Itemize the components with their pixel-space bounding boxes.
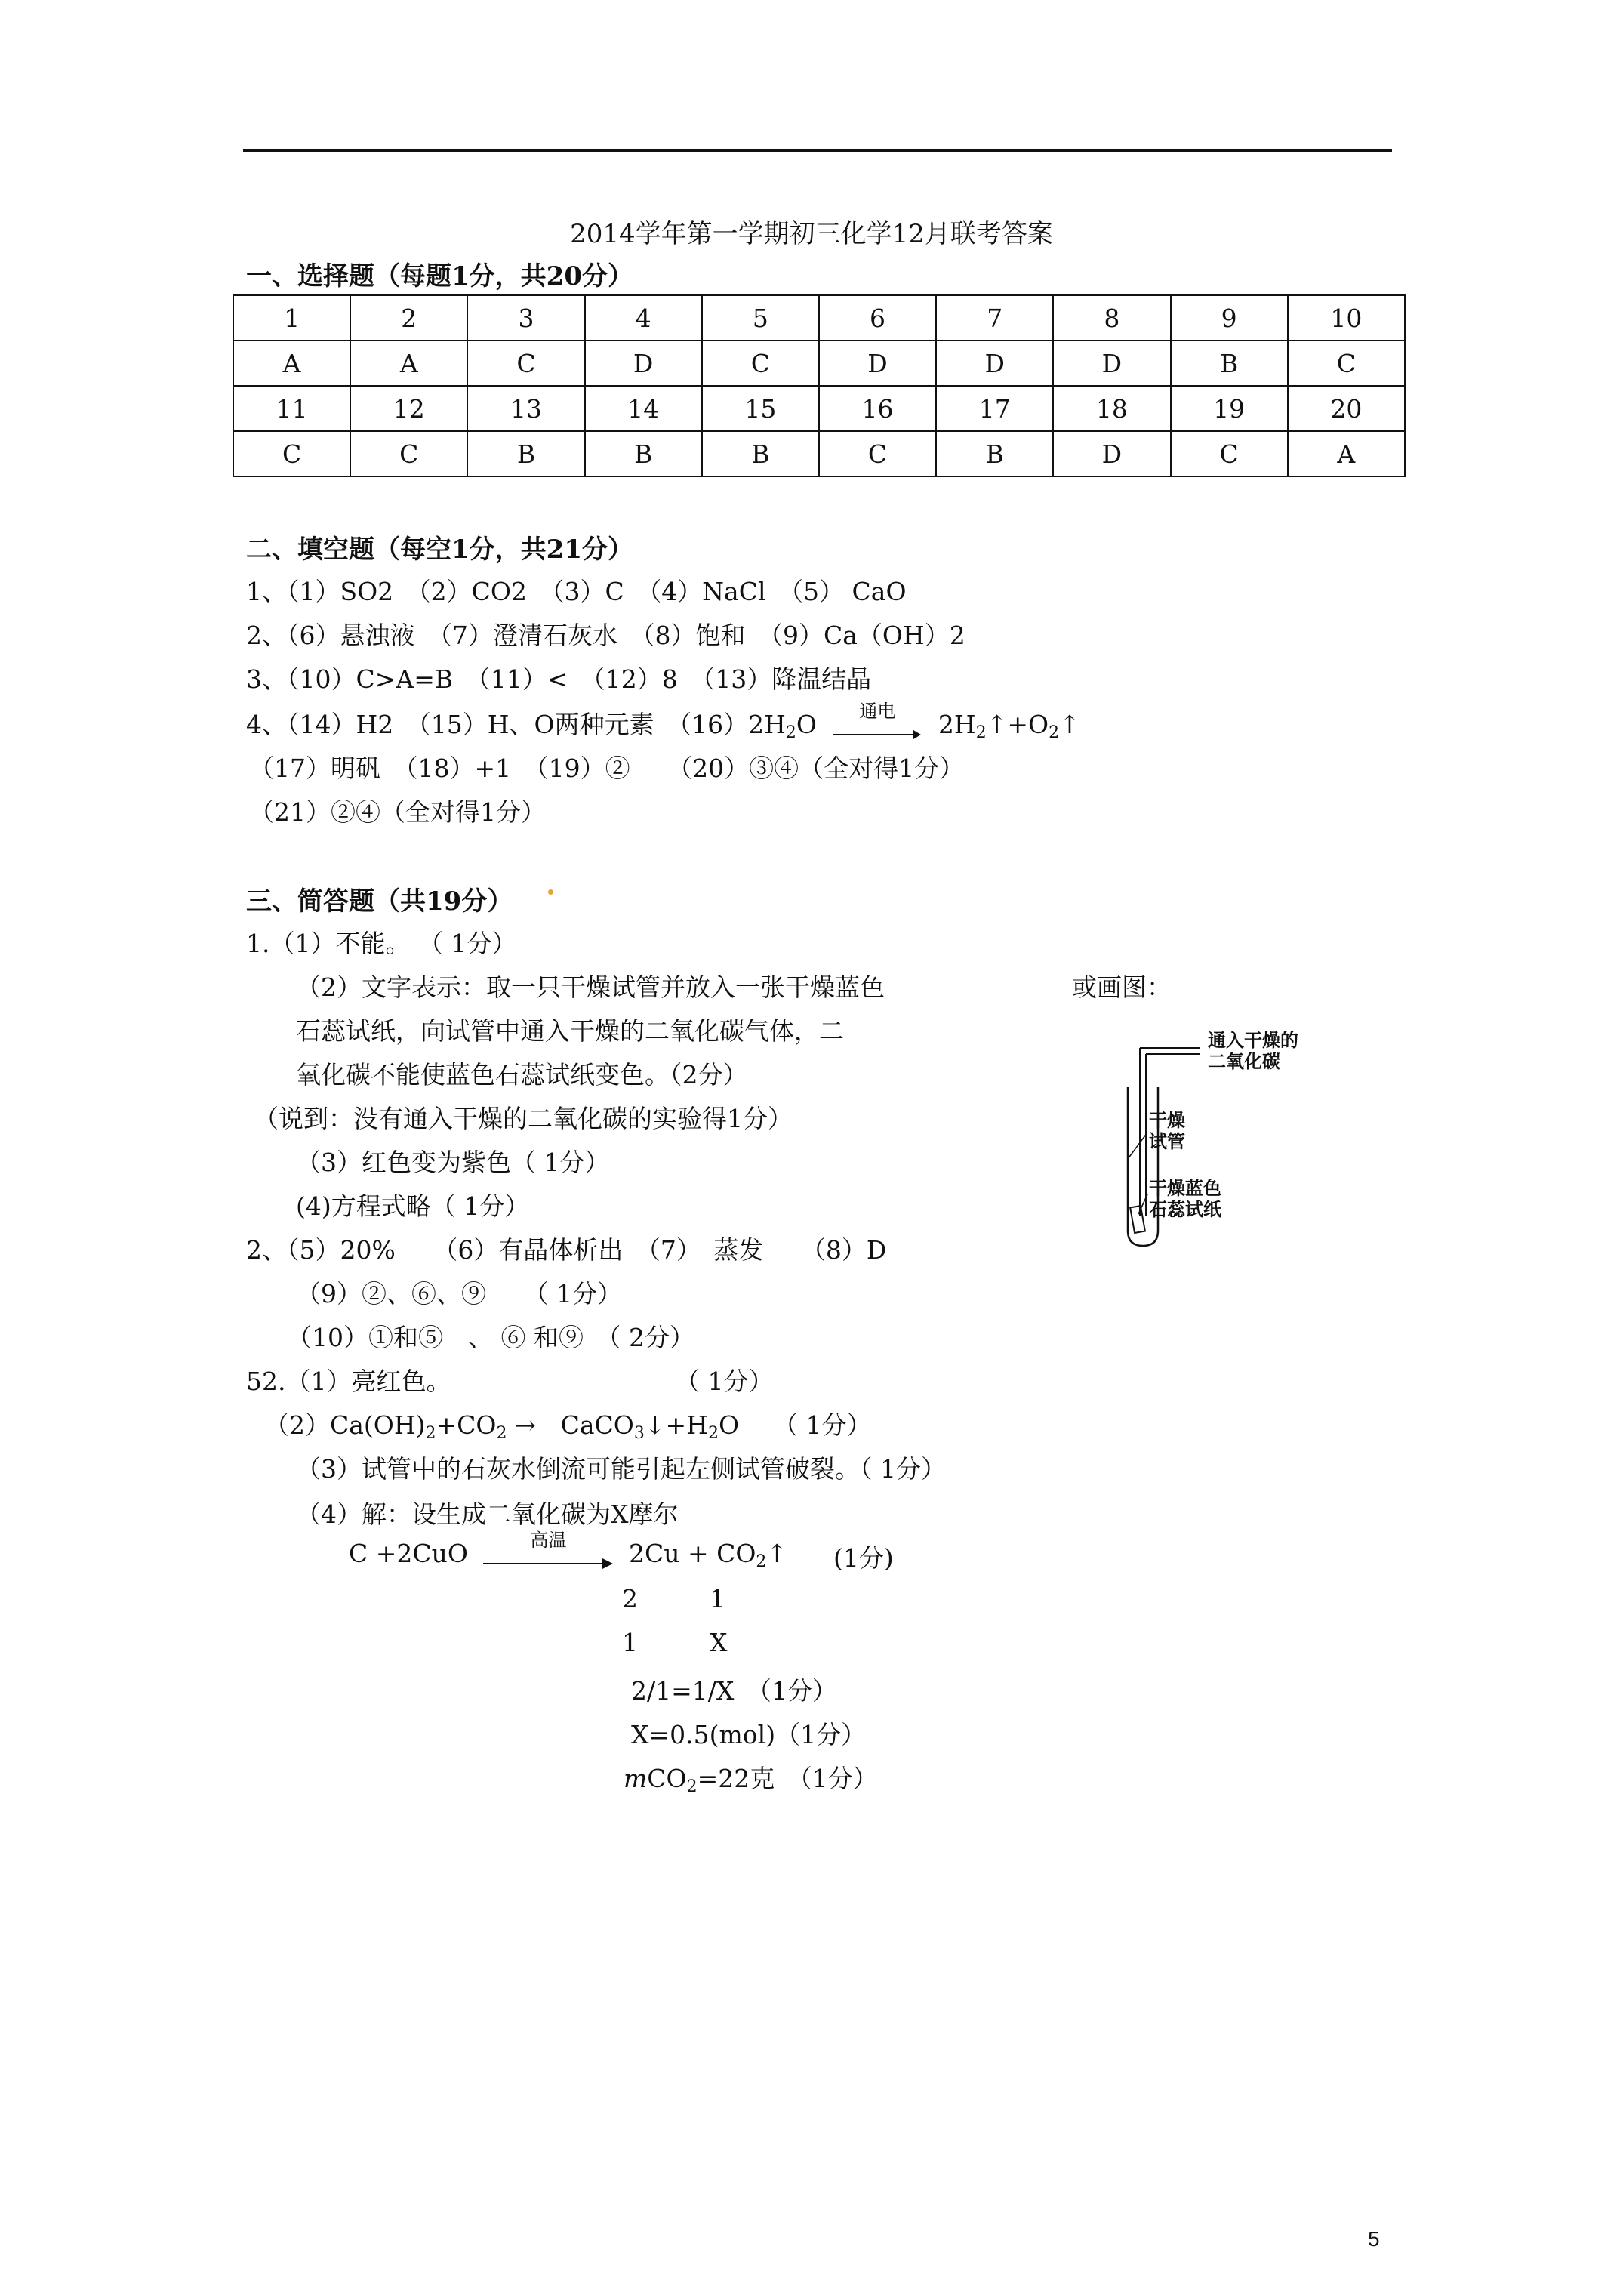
short-line-a5: （说到：没有通入干燥的二氧化碳的实验得1分） (254, 1104, 793, 1133)
short-line-c1-score: （ 1分） (675, 1367, 774, 1396)
short-line-a7: (4)方程式略（ 1分） (296, 1191, 530, 1221)
table-cell: 3 (467, 295, 584, 341)
table-cell: 8 (1053, 295, 1170, 341)
label-paper-1: 干燥蓝色 (1149, 1178, 1221, 1199)
equation-text: =22克 （1分） (697, 1764, 878, 1793)
table-cell: 16 (819, 386, 936, 431)
fill-line-5: （17）明矾 （18）+1 （19）② （20）③④（全对得1分） (249, 754, 965, 783)
section-short-heading: 三、简答题（共19分） (246, 886, 513, 917)
short-line-a4: 氧化碳不能使蓝色石蕊试纸变色。（2分） (296, 1060, 748, 1089)
table-row (233, 295, 1405, 341)
arrow-condition: 通电 (859, 701, 896, 722)
table-row (233, 386, 1405, 431)
equation-text: （2）Ca(OH) (264, 1410, 426, 1440)
ratio-value: X (710, 1628, 728, 1657)
short-line-a2-right: 或画图： (1072, 972, 1172, 1002)
fill-line-4 (246, 701, 1080, 742)
short-line-c2 (264, 1406, 739, 1443)
short-line-b3: （10）①和⑤ 、 ⑥ 和⑨ （ 2分） (287, 1323, 694, 1352)
table-cell: C (1288, 341, 1405, 386)
table-cell: C (819, 431, 936, 476)
table-cell: C (233, 431, 350, 476)
table-cell: D (819, 341, 936, 386)
table-cell: B (467, 431, 584, 476)
equation-text: → CaCO (507, 1410, 634, 1440)
section-choice-heading: 一、选择题（每题1分，共20分） (246, 261, 633, 291)
table-cell: C (467, 341, 584, 386)
short-line-a2: （2）文字表示：取一只干燥试管并放入一张干燥蓝色 (296, 972, 885, 1002)
reaction-arrow (832, 701, 922, 734)
table-cell: 15 (702, 386, 819, 431)
label-tube-2: 试管 (1149, 1131, 1185, 1152)
test-tube-diagram (1095, 1027, 1344, 1253)
table-cell: A (350, 341, 467, 386)
table-cell: A (1288, 431, 1405, 476)
table-cell: D (585, 341, 702, 386)
table-cell: C (1171, 431, 1288, 476)
equation-text: ↑ (766, 1539, 788, 1568)
short-line-c9: X=0.5(mol)（1分） (631, 1720, 867, 1749)
short-line-b2: （9）②、⑥、⑨ （ 1分） (296, 1279, 622, 1308)
reaction-arrow (482, 1530, 614, 1563)
table-cell: 6 (819, 295, 936, 341)
subscript: 2 (1049, 723, 1060, 742)
subscript: 3 (633, 1424, 645, 1443)
fill-line-4-text: O (796, 710, 817, 739)
table-cell: 18 (1053, 386, 1170, 431)
short-line-b1: 2、（5）20% （6）有晶体析出 （7） 蒸发 （8）D (246, 1235, 887, 1265)
answer-table (233, 294, 1406, 477)
equation-text: 2Cu + CO (628, 1539, 756, 1568)
subscript: 2 (756, 1552, 767, 1571)
table-cell: 17 (936, 386, 1053, 431)
equation-text: CO (647, 1764, 687, 1793)
page-title: 2014学年第一学期初三化学12月联考答案 (570, 219, 1053, 249)
subscript: 2 (975, 723, 987, 742)
subscript: 2 (707, 1424, 719, 1443)
section-fill-heading: 二、填空题（每空1分，共21分） (246, 535, 633, 565)
fill-line-4-text: ↑ (1059, 710, 1080, 739)
fill-line-4-text: 2H (938, 710, 976, 739)
label-paper-2: 石蕊试纸 (1149, 1199, 1221, 1220)
short-line-c5 (349, 1530, 788, 1571)
short-line-a3: 石蕊试纸，向试管中通入干燥的二氧化碳气体，二 (296, 1016, 844, 1046)
arrow-condition: 高温 (530, 1530, 567, 1551)
equation-text: m (624, 1764, 648, 1793)
table-cell: 14 (585, 386, 702, 431)
table-cell: 12 (350, 386, 467, 431)
short-line-c4: （4）解：设生成二氧化碳为X摩尔 (296, 1499, 679, 1529)
equation-text: ↓+H (644, 1410, 708, 1440)
table-cell: B (585, 431, 702, 476)
fill-line-6: （21）②④（全对得1分） (249, 797, 546, 827)
fill-line-1: 1、（1）SO2 （2）CO2 （3）C （4）NaCl （5） CaO (246, 577, 907, 606)
subscript: 2 (425, 1424, 436, 1443)
fill-line-3: 3、（10）C>A=B （11）< （12）8 （13）降温结晶 (246, 664, 872, 694)
label-co2-1: 通入干燥的 (1208, 1030, 1298, 1051)
table-cell: 7 (936, 295, 1053, 341)
label-tube-1: 干燥 (1149, 1110, 1185, 1131)
label-lines (1128, 1133, 1147, 1214)
table-cell: 10 (1288, 295, 1405, 341)
table-cell: B (702, 431, 819, 476)
subscript: 2 (785, 723, 796, 742)
decorative-dot (548, 889, 553, 895)
table-cell: 19 (1171, 386, 1288, 431)
table-cell: D (1053, 341, 1170, 386)
short-line-c2-score: （ 1分） (773, 1410, 872, 1440)
table-cell: D (1053, 431, 1170, 476)
table-cell: D (936, 341, 1053, 386)
table-cell: B (1171, 341, 1288, 386)
table-cell: 9 (1171, 295, 1288, 341)
short-line-a1: 1.（1）不能。 （ 1分） (246, 929, 517, 958)
short-line-a6: （3）红色变为紫色（ 1分） (296, 1148, 610, 1177)
header-rule (243, 149, 1392, 152)
table-cell: A (233, 341, 350, 386)
equation-text: +CO (436, 1410, 497, 1440)
equation-text: C +2CuO (349, 1539, 468, 1568)
table-cell: C (702, 341, 819, 386)
short-line-c3: （3）试管中的石灰水倒流可能引起左侧试管破裂。（ 1分） (296, 1454, 946, 1484)
short-line-c10 (624, 1759, 878, 1796)
table-cell: 13 (467, 386, 584, 431)
table-cell: 4 (585, 295, 702, 341)
fill-line-4-text: ↑+O (986, 710, 1049, 739)
table-cell: 2 (350, 295, 467, 341)
short-line-c5-score: (1分) (833, 1543, 894, 1573)
table-cell: 20 (1288, 386, 1405, 431)
table-cell: 5 (702, 295, 819, 341)
table-cell: 11 (233, 386, 350, 431)
fill-line-4-text: 4、（14）H2 （15）H、O两种元素 （16）2H (246, 710, 786, 739)
table-cell: 1 (233, 295, 350, 341)
subscript: 2 (686, 1777, 698, 1796)
table-cell: C (350, 431, 467, 476)
litmus-paper (1130, 1206, 1145, 1233)
subscript: 2 (496, 1424, 507, 1443)
label-co2-2: 二氧化碳 (1208, 1051, 1280, 1072)
page-number: 5 (1368, 2227, 1380, 2251)
ratio-value: 1 (622, 1628, 638, 1657)
ratio-value: 2 (622, 1584, 638, 1613)
equation-text: O (718, 1410, 740, 1440)
fill-line-2: 2、（6）悬浊液 （7）澄清石灰水 （8）饱和 （9）Ca（OH）2 (246, 621, 965, 650)
table-row (233, 341, 1405, 386)
table-cell: B (936, 431, 1053, 476)
ratio-value: 1 (710, 1584, 725, 1613)
table-row (233, 431, 1405, 476)
short-line-c8: 2/1=1/X （1分） (631, 1676, 837, 1706)
short-line-c1: 52.（1）亮红色。 (246, 1367, 451, 1396)
